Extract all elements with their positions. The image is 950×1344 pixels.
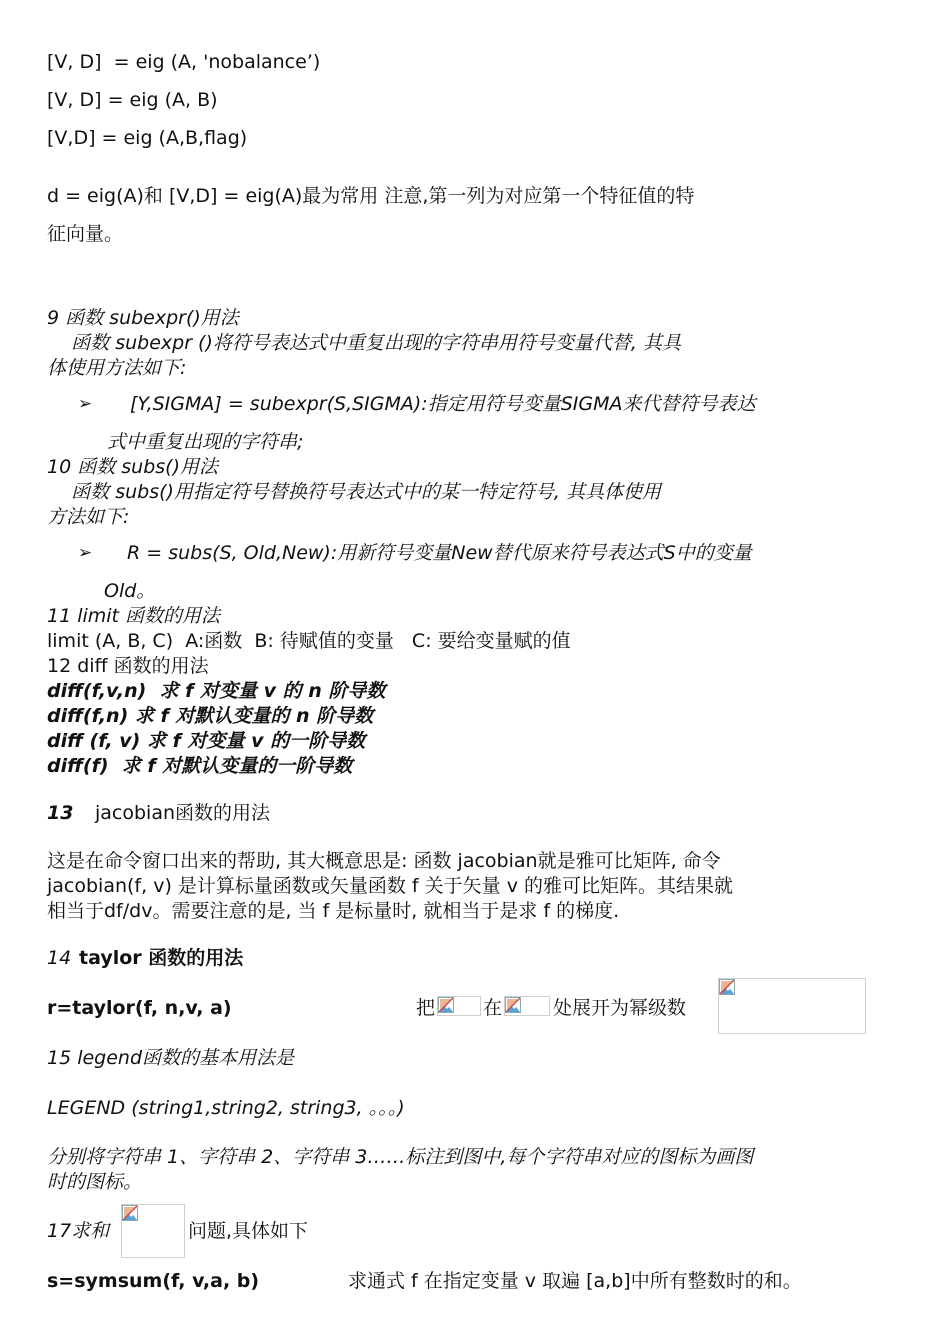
section-10-desc1: 函数 subs()用指定符号替换符号表达式中的某一特定符号, 其具体使用 (47, 481, 662, 503)
section-11-title: 11 limit 函数的用法 (47, 605, 221, 627)
section-14-number: 14 (47, 947, 72, 969)
eig-note-line1: d = eig(A)和 [V,D] = eig(A)最为常用 注意,第一列为对应第一个特征值的特 (47, 185, 695, 207)
diff-usage-2: diff(f,n) 求 f 对默认变量的 n 阶导数 (47, 705, 374, 727)
code-eig-nobalance: [V, D] = eig (A, 'nobalance’) (47, 51, 321, 73)
section-17-title-rest: 问题,具体如下 (188, 1220, 309, 1242)
section-10-desc2: 方法如下: (47, 506, 130, 528)
section-9-bullet-line1: [Y,SIGMA] = subexpr(S,SIGMA):指定用符号变量SIGMA来代替符号表达 (130, 393, 756, 415)
jacobian-desc-line3: 相当于df/dv。需要注意的是, 当 f 是标量时, 就相当于是求 f 的梯度. (47, 900, 620, 922)
section-13-number: 13 (47, 802, 74, 824)
broken-image-icon (122, 1205, 138, 1221)
taylor-text-expand: 处展开为幂级数 (553, 997, 687, 1019)
taylor-text-zai: 在 (483, 997, 503, 1019)
taylor-code: r=taylor(f, n,v, a) (47, 997, 232, 1019)
taylor-text-ba: 把 (416, 997, 436, 1019)
section-10-title: 10 函数 subs()用法 (47, 456, 218, 478)
formula-image-placeholder (504, 996, 550, 1016)
symsum-desc: 求通式 f 在指定变量 v 取遍 [a,b]中所有整数时的和。 (348, 1270, 802, 1292)
section-12-title: 12 diff 函数的用法 (47, 655, 209, 677)
section-9-desc2: 体使用方法如下: (47, 357, 187, 379)
diff-usage-1: diff(f,v,n) 求 f 对变量 v 的 n 阶导数 (47, 680, 386, 702)
section-9-desc1: 函数 subexpr ()将符号表达式中重复出现的字符串用符号变量代替, 其具 (47, 332, 681, 354)
legend-code: LEGEND (string1,string2, string3, 。。。) (47, 1097, 405, 1119)
section-10-bullet-line1: R = subs(S, Old,New):用新符号变量New替代原来符号表达式S中的变量 (127, 542, 752, 564)
diff-usage-4: diff(f) 求 f 对默认变量的一阶导数 (47, 755, 353, 777)
jacobian-desc-line1: 这是在命令窗口出来的帮助, 其大概意思是: 函数 jacobian就是雅可比矩阵, 命令 (47, 850, 721, 872)
section-11-desc: limit (A, B, C) A:函数 B: 待赋值的变量 C: 要给变量赋的值 (47, 630, 571, 652)
bullet-arrow-icon: ➢ (78, 543, 93, 563)
eig-note-line2: 征向量。 (47, 223, 124, 245)
symsum-code: s=symsum(f, v,a, b) (47, 1270, 260, 1292)
section-13-title: jacobian函数的用法 (95, 802, 271, 824)
legend-desc-line2: 时的图标。 (47, 1171, 143, 1193)
formula-image-placeholder (437, 996, 481, 1016)
code-eig-ab: [V, D] = eig (A, B) (47, 89, 218, 111)
broken-image-icon (438, 997, 454, 1013)
section-14-title: taylor 函数的用法 (79, 947, 244, 969)
section-15-title: 15 legend函数的基本用法是 (47, 1047, 295, 1069)
diff-usage-3: diff (f, v) 求 f 对变量 v 的一阶导数 (47, 730, 366, 752)
formula-image-placeholder (718, 978, 866, 1034)
bullet-arrow-icon: ➢ (78, 394, 93, 414)
legend-desc-line1: 分别将字符串 1、字符串 2、字符串 3……标注到图中,每个字符串对应的图标为画图 (47, 1146, 754, 1168)
section-9-title: 9 函数 subexpr()用法 (47, 307, 239, 329)
section-10-bullet-line2: Old。 (104, 580, 156, 602)
section-9-bullet-line2: 式中重复出现的字符串; (107, 431, 304, 453)
jacobian-desc-line2: jacobian(f, v) 是计算标量函数或矢量函数 f 关于矢量 v 的雅可比矩阵。其结果就 (47, 875, 733, 897)
broken-image-icon (719, 979, 735, 995)
section-17-title: 17求和 (47, 1220, 110, 1242)
code-eig-flag: [V,D] = eig (A,B,flag) (47, 127, 248, 149)
formula-image-placeholder (121, 1204, 185, 1258)
broken-image-icon (505, 997, 521, 1013)
